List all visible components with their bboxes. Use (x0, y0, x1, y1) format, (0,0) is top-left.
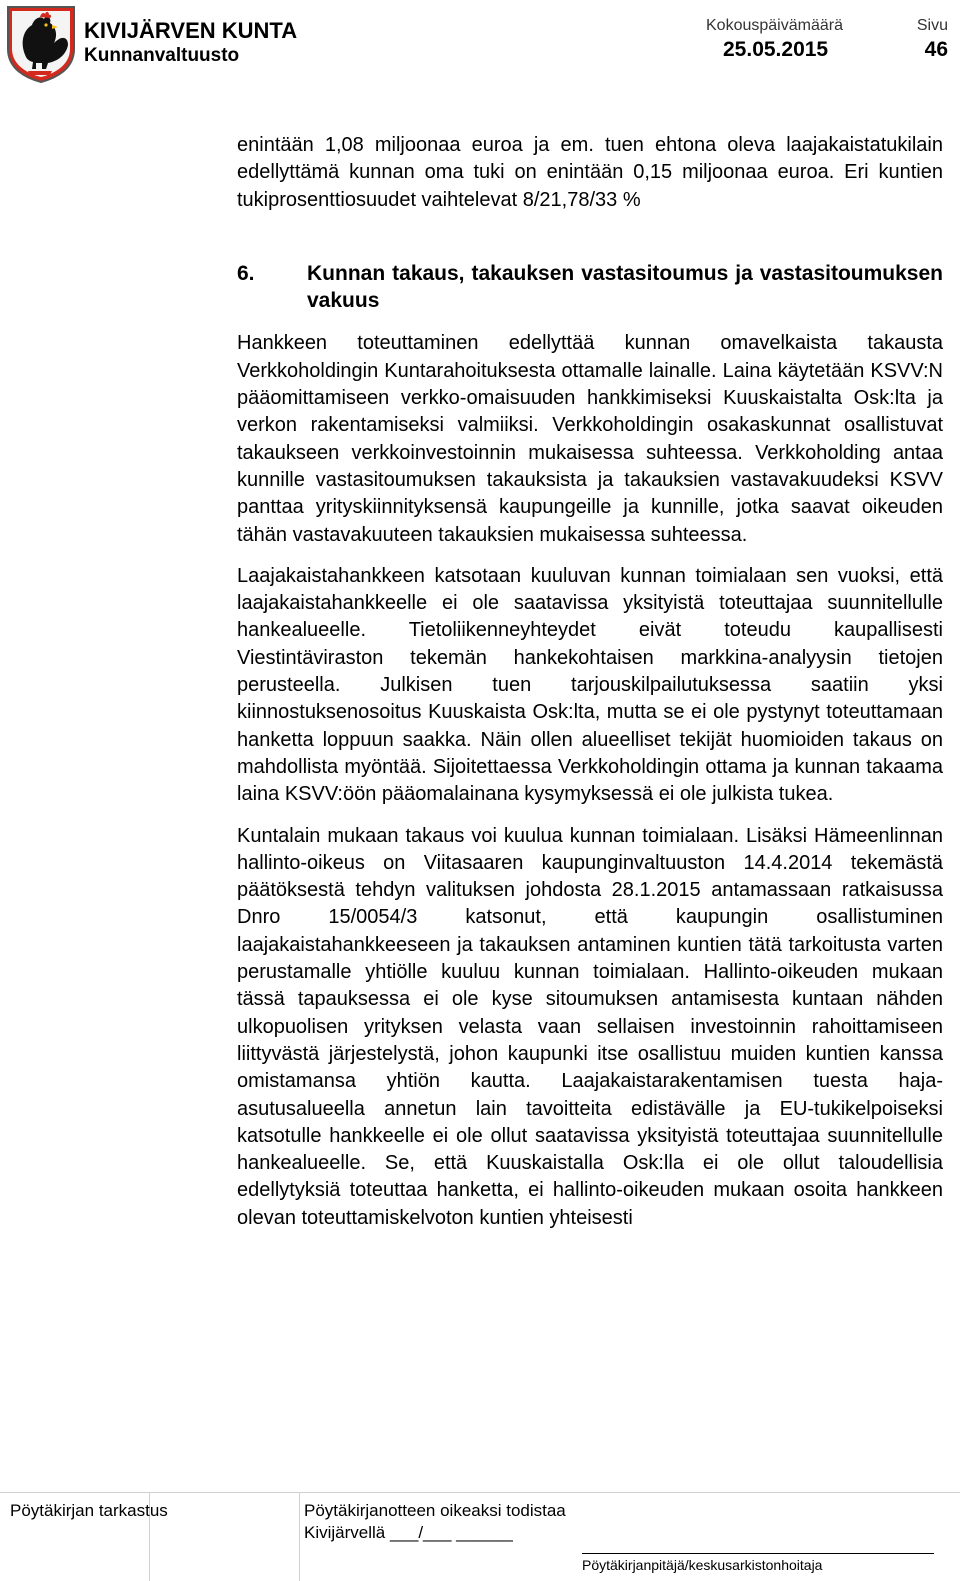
document-body (237, 132, 943, 1232)
intro-paragraph: enintään 1,08 miljoonaa euroa ja em. tuen ehtona oleva laajakaistatukilain edellyttämä kunnan oma tuki on enintään 0,15 miljoonaa euroa. Eri kuntien tukiprosenttiosuudet vaihtelevat 8/21,78/33 % (237, 134, 943, 211)
meeting-date-value: 25.05.2015 (723, 38, 829, 61)
section-heading (237, 260, 943, 315)
organization-name: KIVIJÄRVEN KUNTA (84, 18, 298, 43)
document-footer (0, 1492, 960, 1581)
minutes-review-label: Pöytäkirjan tarkastus (10, 1501, 168, 1520)
certification-label: Pöytäkirjanotteen oikeaksi todistaa (304, 1501, 566, 1520)
paragraph: Kuntalain mukaan takaus voi kuulua kunnan toimialaan. Lisäksi Hämeenlinnan hallinto-oikeus on Viitasaaren kaupunginvaltuuston 14.4.2014 tekemästä päätöksestä tehdyn valituksen johdosta 28.1.2015 antamassaan ratkaisussa Dnro 15/0054/3 katsonut, että kaupungin osallistuminen laajakaistahankkeeseen ja takauksen antaminen kuntien tätä tarkoitusta varten perustamalle yhtiölle kuuluu kunnan toimialaan. Hallinto-oikeuden mukaan tässä tapauksessa ei ole kyse sitoumuksen antamisesta kuntaan nähden ulkopuolisen yrityksen velasta vaan sellaisen investoinnin rahoittamiseen liittyvästä järjestelystä, johon kaupunki itse osallistuu muiden kuntien kanssa omistamansa yhtiön kautta. Laajakaistarakentamisen tuesta haja-asutusalueella annetun lain tavoitteita edistävälle ja EU-tukikelpoiseksi katsotulle hankkeelle ei ole ollut saatavissa yksityistä toteuttajaa suunnitellulle hankealueelle. Se, että Kuuskaistalla Osk:lla ei ole ollut taloudellisia edellytyksiä toteuttaa hanketta, ei hallinto-oikeuden mukaan osoita hankkeen olevan toteuttamiskelvoton kuntien yhteisesti (237, 824, 943, 1229)
signature-line (582, 1553, 934, 1554)
paragraph: Hankkeen toteuttaminen edellyttää kunnan omavelkaista takausta Verkkoholdingin Kuntarahoituksesta ottamalle lainalle. Laina käytetään KSVV:N pääomittamiseen verkko-omaisuuden hankkimiseksi Kuuskaistalta Osk:lta ja verkon rakentamiseksi valmiiksi. Verkkoholdingin osakaskunnat osallistuvat takaukseen verkkoinvestoinnin mukaisessa suhteessa. Verkkoholding antaa kunnille vastasitoumuksen takauksista ja takauksien vastavakuudeksi KSVV panttaa yrityskiinnityksensä kaupungeille ja kunnille, jotka saavat oikeuden tähän vastavakuuteen takauksien mukaisessa suhteessa. (237, 332, 943, 546)
footer-divider (150, 1493, 300, 1581)
page-label: Sivu (916, 17, 948, 34)
paragraph: Laajakaistahankkeen katsotaan kuuluvan kunnan toimialaan sen vuoksi, että laajakaistahankkeelle ei ole saatavissa yksityistä toteuttajaa suunnitellulle hankealueelle. Tietoliikenneyhteydet eivät toteudu kaupallisesti Viestintäviraston tekemän hankekohtaisen markkina-analyysin tietojen perusteella. Julkisen tuen tarjouskilpailutuksessa saatiin yksi kiinnostuksenosoitus Kuuskaista Osk:lta, mutta se ei ole pystynyt toteuttamaan hanketta loppuun saakka. Näin ollen alueelliset tekijät huomioiden takaus on mahdollista myöntää. Sijoitettaessa Verkkoholdingin ottama ja kunnan takaama laina KSVV:öön pääomalainana kysymyksessä ei ole julkista tukea. (237, 564, 943, 806)
minutes-keeper-label: Pöytäkirjanpitäjä/keskusarkistonhoitaja (582, 1557, 823, 1573)
section-number: 6. (237, 261, 255, 285)
meeting-date-label: Kokouspäivämäärä (706, 17, 843, 34)
body-name: Kunnanvaltuusto (84, 45, 240, 66)
section-title: Kunnan takaus, takauksen vastasitoumus ja vastasitoumuksen vakuus (307, 261, 943, 313)
page-number: 46 (924, 38, 948, 61)
coat-of-arms-icon (6, 5, 76, 83)
place-date-line: Kivijärvellä ___/___ ______ (304, 1523, 513, 1542)
document-header (0, 0, 960, 90)
